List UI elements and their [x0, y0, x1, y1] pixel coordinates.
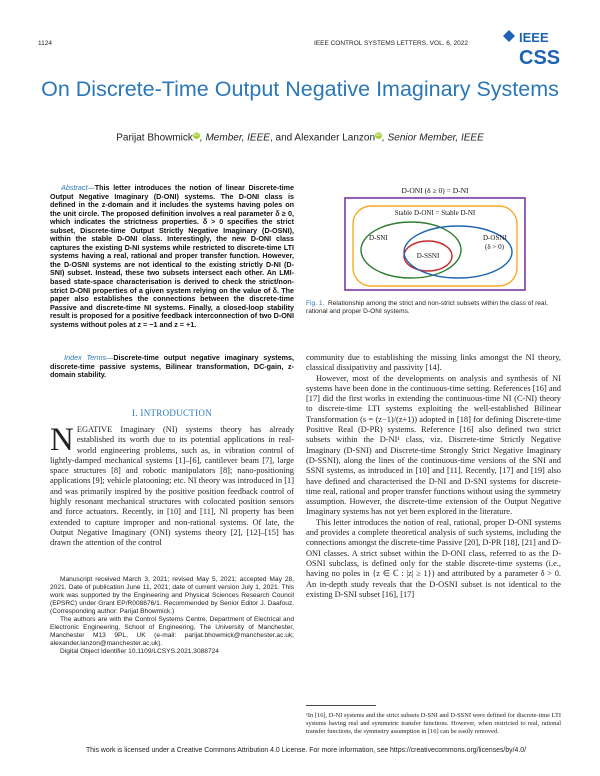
abstract-text: This letter introduces the notion of linear Discrete-time Output Negative Imaginary (D-ONI) systems. The D-ONI class is defined in the z-domain and it includes the systems having poles on the unit circle. The proposed definition involves a real parameter δ ≥ 0, which indicates the strictness properties. δ > 0 specifies the strict subset, Discrete-time Output Strictly Negative Imaginary (D-OSNI), within the stable D-ONI class. Interestingly, the new D-ONI class captures the existing D-NI systems while restricted to discrete-time LTI systems having a real, rational and proper transfer function. However, the D-OSNI systems are not identical to the existing strictly D-NI (D-SNI) subset. Instead, these two subsets intersect each other. An LMI-based state-space characterisation is derived to check the strict/non-strict D-ONI properties of a given system relying on the value of δ. The paper also establishes the connections between the discrete-time Passive and discrete-time NI systems. Finally, a closed-loop stability result is proposed for a positive feedback interconnection of two D-ONI systems without poles at z = −1 and z = +1. [50, 183, 294, 329]
drop-cap: N [50, 422, 74, 458]
ieee-diamond-icon [503, 30, 515, 42]
footnote-1: ¹In [16], D-NI systems and the strict subsets D-SNI and D-SSNI were defined for discrete-time LTI systems having real and symmetric transfer functions. However, when restricted to real, rational transfer functions, the symmetry assumption in [16] can be easily removed. [306, 712, 561, 735]
author-2: , and Alexander Lanzon [269, 132, 376, 144]
d-ssni-label: D-SSNI [416, 252, 440, 260]
paragraph: However, most of the developments on analysis and synthesis of NI systems have been done in the continuous-time setting. References [16] and [17] did the first works in extending the continuous-time NI (C-NI) theory to discrete-time LTI systems exploiting the well-established Bilinear Transformation (s = (z−1)/(z+1)) adopted in [18] for defining Discrete-time Positive Real (D-PR) systems. Reference [16] also defined two strict subsets within the D-NI¹ class, viz. Discrete-time Strictly Negative Imaginary (D-SNI) and Discrete-time Strongly Strict Negative Imaginary (D-SSNI), along the lines of the continuous-time versions of the SNI and SSNI systems, as introduced in [10] and [11]. Recently, [17] and [19] also have defined and characterised the D-NI and D-SNI systems for discrete-time real, rational and proper transfer functions without using the symmetry assumption. However, the discrete-time extension of the Output Negative Imaginary systems has not yet been explored in the literature. [306, 373, 561, 517]
caption-text: Relationship among the strict and non-strict subsets within the class of real, rational and proper D-ONI systems. [306, 300, 548, 315]
doi-note: Digital Object Identifier 10.1109/LCSYS.2021.3088724 [60, 648, 219, 655]
index-terms [50, 354, 294, 380]
figure-label: Fig. 1. [306, 300, 325, 307]
d-osni-condition: (δ > 0) [485, 243, 504, 251]
received-note: Manuscript received March 3, 2021; revised May 5, 2021; accepted May 28, 2021. Date of publication June 11, 2021; date of current version July 1, 2021. This work was supported by the Engineering and Physical Sciences Research Council (EPSRC) under Grant EP/R008876/1. Recommended by Senior Editor J. Daafouz. (Corresponding author: Parijat Bhowmick.) [50, 576, 294, 615]
outer-label: D-ONI (δ ≥ 0) = D-NI [401, 186, 469, 195]
front-matter-footnote [50, 576, 294, 656]
paragraph: community due to establishing the missing links amongst the NI theory, classical dissipativity and passivity [14]. [306, 353, 561, 373]
d-osni-label: D-OSNI [483, 234, 507, 242]
journal-info: IEEE CONTROL SYSTEMS LETTERS, VOL. 6, 2022 [313, 40, 468, 47]
intro-text: EGATIVE Imaginary (NI) systems theory has already established its worth due to its potential applications in real-world engineering problems, such as, in vibration control of lightly-damped mechanical systems [1]–[6], cantilever beam [7], large space structures [8] and robotic manipulators [8]; nano-positioning applications [9]; vehicle platooning; etc. NI theory was introduced in [1] and was primarily inspired by the positive position feedback control of highly resonant mechanical structures with colocated position sensors and force actuators. Recently, in [10] and [11], NI property has been extended to capture improper and non-rational systems. Of late, the Output Negative Imaginary (ONI) systems theory [2], [12]–[15] has drawn the attention of the control [50, 425, 294, 548]
figure-caption [306, 300, 561, 316]
logo-line1: IEEE [519, 30, 549, 45]
author-2-role: , Senior Member, IEEE [382, 132, 484, 144]
affiliation-note: The authors are with the Control Systems Centre, Department of Electrical and Electronic Engineering, School of Engineering, The University of Manchester, Manchester M13 9PL, UK (e-mail: parijat.bhowmick@manchester.ac.uk; alexander.lanzon@manchester.ac.uk). [50, 616, 294, 647]
abstract [50, 184, 294, 329]
d-sni-label: D-SNI [369, 234, 388, 242]
author-1-role: , Member, IEEE [199, 132, 270, 144]
abstract-label: Abstract— [61, 183, 95, 192]
footnote-rule [306, 705, 376, 706]
d-sni-ellipse [361, 222, 461, 278]
figure-1 [315, 184, 555, 294]
author-line [40, 132, 560, 143]
stable-label: Stable D-ONI = Stable D-NI [394, 209, 476, 217]
paper-title: On Discrete-Time Output Negative Imaginary Systems [41, 77, 559, 101]
license-line: This work is licensed under a Creative Commons Attribution 4.0 License. For more information, see https://creativecommons.org/licenses/by/4.0/ [85, 747, 527, 754]
ieee-css-logo [500, 28, 562, 75]
ieee-css-logo-graphic [500, 28, 562, 70]
orcid-icon[interactable]: iD [376, 132, 381, 138]
venn-diagram [315, 184, 555, 294]
right-column-text [306, 353, 561, 600]
paragraph: This letter introduces the notion of real, rational, proper D-ONI systems and provides a complete theoretical analysis of such systems, including the connections amongst the discrete-time Passive [20], D-PR [18], [21] and D-ONI classes. A strict subset within the D-ONI class, referred to as the D-OSNI subclass, is defined only for the stable discrete-time systems (i.e., having no poles in {z ∈ ℂ : |z| ≥ 1}) and attributed by a parameter δ > 0. An in-depth study reveals that the D-OSNI subset is not identical to the existing D-SNI subset [16], [17] [306, 517, 561, 599]
index-terms-label: Index Terms— [64, 353, 114, 362]
author-1: Parijat Bhowmick [116, 132, 193, 144]
orcid-icon[interactable]: iD [194, 132, 199, 138]
logo-line2: CSS [519, 47, 561, 69]
section-heading: I. INTRODUCTION [132, 408, 212, 418]
intro-paragraph [50, 422, 294, 549]
page-number: 1124 [38, 40, 52, 47]
index-terms-text: Discrete-time output negative imaginary systems, discrete-time passive systems, Bilinear transformation, DC-gain, z-domain stability. [50, 353, 295, 380]
